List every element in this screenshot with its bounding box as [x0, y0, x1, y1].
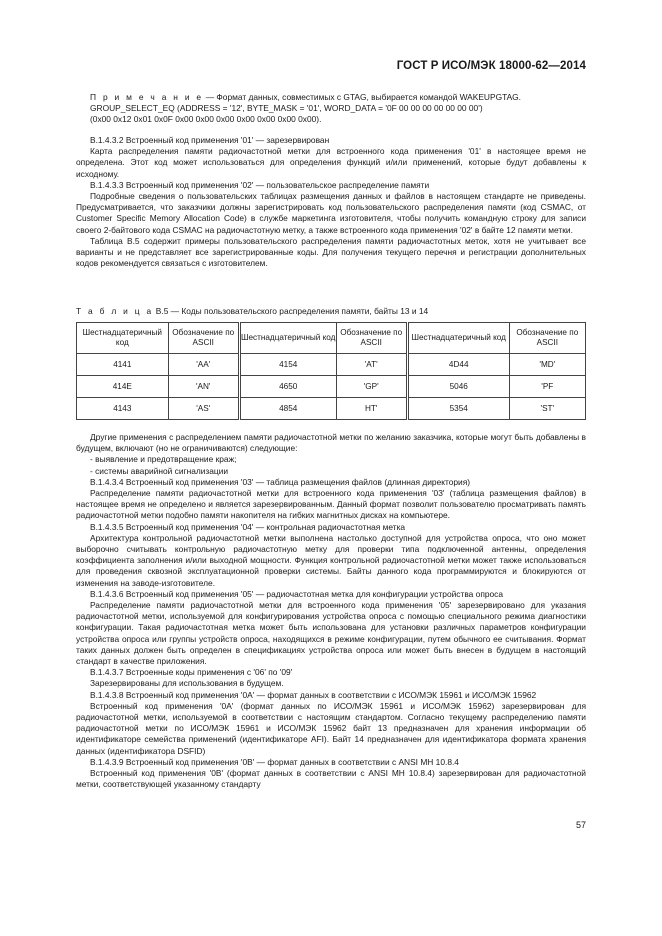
heading-b1436: B.1.4.3.6 Встроенный код применения '05' — радиочастотная метка для конфигурации устройства опроса — [90, 588, 504, 599]
table-cell: 4D44 — [407, 354, 509, 376]
note-line-3: (0x00 0x12 0x01 0x0F 0x00 0x00 0x00 0x00 0x00 0x00 0x00). — [90, 114, 322, 125]
table-header-cell: Шестнадцатеричный код — [407, 323, 509, 354]
note-label: П р и м е ч а н и е — [90, 92, 204, 102]
paragraph: Распределение памяти радиочастотной метки для встроенного кода применения '05' зарезервировано для указания радиочастотной метки, используемой для конфигурирования устройства опроса с помощью специального режима диагностики конфигурации. Такая радиочастотная метка может быть использована для установки различных параметров конфигурации устройства опроса или группы устройств опроса, находящихся в режиме конфигурации, путем обычного ее считывания. Формат таких данных должен быть определен в спецификациях устройства опроса или может быть внесен в будущем в настоящий стандарт в качестве приложения. — [76, 600, 586, 667]
table-cell: 'AA' — [168, 354, 239, 376]
paragraph: Карта распределения памяти радиочастотной метки для встроенного кода применения '01' в настоящее время не определена. Этот код может использоваться для определения функций и/или применений, которые будут добавлены к исходному. — [76, 146, 586, 179]
note-line-2: GROUP_SELECT_EQ (ADDRESS = '12', BYTE_MASK = '01', WORD_DATA = '0F 00 00 00 00 00 00 00') — [90, 103, 483, 114]
section-block-2 — [76, 432, 586, 791]
table-header-cell: Шестнадцатеричный код — [77, 323, 169, 354]
paragraph: Таблица B.5 содержит примеры пользовательского распределения памяти радиочастотных меток, хотя не учитывает все варианты и не представляет все зарегистрированные коды. Для получения текущего перечня и регистрации дополнительных кодов рекомендуется связаться с изготовителем. — [76, 235, 586, 269]
table-cell: 4854 — [239, 398, 336, 420]
paragraph: Зарезервированы для использования в будущем. — [90, 678, 284, 689]
note-block — [76, 92, 586, 126]
table-cell: HT' — [336, 398, 407, 420]
heading-b1433: B.1.4.3.3 Встроенный код применения '02' — пользовательское распределение памяти — [90, 179, 430, 190]
table-header-cell: Обозначение по ASCII — [509, 323, 585, 354]
table-cell: 'PF — [509, 376, 585, 398]
memory-codes-table — [76, 322, 586, 420]
table-cell: 'AT' — [336, 354, 407, 376]
heading-b1432: B.1.4.3.2 Встроенный код применения '01' — зарезервирован — [90, 135, 330, 145]
table-cell: 'ST' — [509, 398, 585, 420]
table-cell: 4154 — [239, 354, 336, 376]
table-caption-label: Т а б л и ц а — [76, 306, 154, 316]
table-header-cell: Обозначение по ASCII — [336, 323, 407, 354]
table-caption — [76, 306, 586, 317]
table-caption-text: B.5 — Коды пользовательского распределения памяти, байты 13 и 14 — [153, 306, 429, 316]
heading-b1434: B.1.4.3.4 Встроенный код применения '03' — таблица размещения файлов (длинная директория) — [90, 476, 471, 487]
paragraph: Архитектура контрольной радиочастотной метки выполнена настолько доступной для устройства опроса, что оно может выборочно считывать контрольную радиочастотную метку для проверки типа подключенной антенны, определения коэффициента заполнения и/или выходной мощности. Функция контрольной радиочастотной метки может также использоваться для проведения сквозной эксплуатационной проверки системы. Байты данного кода программируются и блокируются от изменения на заводе-изготовителе. — [76, 532, 586, 588]
heading-b1438: B.1.4.3.8 Встроенный код применения '0A' — формат данных в соответствии с ИСО/МЭК 15961 и ИСО/МЭК 15962 — [90, 689, 537, 700]
table-cell: 'AN' — [168, 376, 239, 398]
note-line-1 — [76, 92, 586, 103]
table-cell: 4141 — [77, 354, 169, 376]
paragraph: Другие применения с распределением памяти радиочастотной метки по желанию заказчика, которые могут быть добавлены в будущем, включают (но не ограничиваются) следующие: — [76, 432, 586, 454]
table-cell: 'GP' — [336, 376, 407, 398]
page-number: 57 — [575, 820, 586, 830]
list-item: - выявление и предотвращение краж; — [90, 454, 237, 465]
table-cell: 5354 — [407, 398, 509, 420]
table-header-cell: Шестнадцатеричный код — [239, 323, 336, 354]
paragraph: Встроенный код применения '0B' (формат данных в соответствии с ANSI MH 10.8.4) зарезервирован для радиочастотной метки, соответствующей указанному стандарту — [76, 768, 586, 790]
table-cell: 'MD' — [509, 354, 585, 376]
paragraph: Подробные сведения о пользовательских таблицах размещения данных и файлов в настоящем стандарте не приведены. Предусматривается, что заказчики должны зарегистрировать код пользовательского распределения памяти (код CSMAC, от Customer Specific Memory Allocation Code) в службе маркетинга изготовителя, чтобы получить командную строку для записи своего 2-байтового кода CSMAC на радиочастотную метку, а также встроенного кода применения '02' в байте 12 памяти метки. — [76, 191, 586, 235]
heading-b1439: B.1.4.3.9 Встроенный код применения '0B' — формат данных в соответствии с ANSI MH 10.8.4 — [90, 756, 459, 767]
table-header-row — [77, 323, 586, 354]
table-cell: 4650 — [239, 376, 336, 398]
table-row — [77, 354, 586, 376]
table-cell: 5046 — [407, 376, 509, 398]
table-cell: 'AS' — [168, 398, 239, 420]
paragraph: Встроенный код применения '0A' (формат данных по ИСО/МЭК 15961 и ИСО/МЭК 15962) зарезервирован для радиочастотной метки, используемой в соответствии с настоящим стандартом. Согласно текущему распределению памяти радиочастотной метки по ИСО/МЭК 15961 и ИСО/МЭК 15962 байт 13 предназначен для хранения информации об идентификаторе семейства применений (идентификаторе AFI). Байт 14 предназначен для идентификатора формата хранения данных (идентификатора DSFID) — [76, 700, 586, 756]
section-block-1 — [76, 135, 586, 269]
paragraph: Распределение памяти радиочастотной метки для встроенного кода применения '03' (таблица размещения файлов) в настоящее время не определено и является зарезервированным. Данный формат позволит пользователю просматривать память радиочастотной метки подобно памяти накопителя на гибких магнитных дисках на компьютере. — [76, 488, 586, 521]
table-cell: 414E — [77, 376, 169, 398]
heading-b1437: B.1.4.3.7 Встроенные коды применения с '06' по '09' — [90, 667, 293, 678]
table-header-cell: Обозначение по ASCII — [168, 323, 239, 354]
table-row — [77, 398, 586, 420]
note-text: — Формат данных, совместимых с GTAG, выбирается командой WAKEUPGTAG. — [203, 92, 522, 102]
document-header: ГОСТ Р ИСО/МЭК 18000-62—2014 — [396, 60, 586, 72]
heading-b1435: B.1.4.3.5 Встроенный код применения '04' — контрольная радиочастотная метка — [90, 521, 406, 532]
list-item: - системы аварийной сигнализации — [90, 465, 229, 476]
table-row — [77, 376, 586, 398]
table-cell: 4143 — [77, 398, 169, 420]
